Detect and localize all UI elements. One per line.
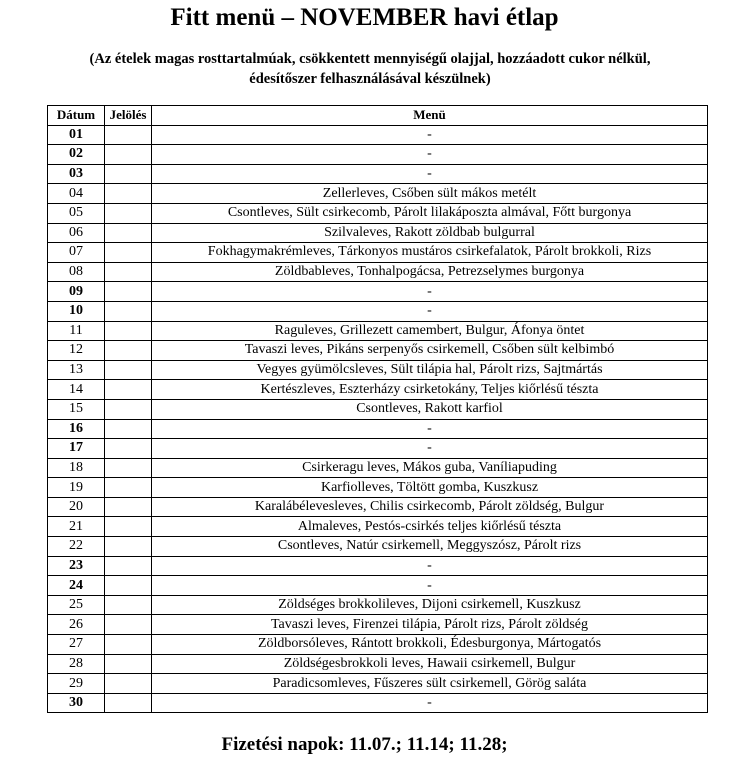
menu-cell: Paradicsomleves, Fűszeres sült csirkemell, Görög saláta <box>152 674 708 694</box>
table-row <box>48 223 708 243</box>
day-cell: 14 <box>48 380 105 400</box>
header-menu: Menü <box>152 106 708 126</box>
mark-cell[interactable] <box>105 243 152 263</box>
mark-cell[interactable] <box>105 693 152 713</box>
menu-cell: Tavaszi leves, Firenzei tilápia, Párolt rizs, Párolt zöldség <box>152 615 708 635</box>
mark-cell[interactable] <box>105 380 152 400</box>
payment-days: Fizetési napok: 11.07.; 11.14; 11.28; <box>221 734 508 755</box>
table-row <box>48 243 708 263</box>
table-row <box>48 262 708 282</box>
subtitle <box>40 49 700 89</box>
table-row <box>48 184 708 204</box>
menu-table <box>47 105 708 713</box>
mark-cell[interactable] <box>105 164 152 184</box>
mark-cell[interactable] <box>105 262 152 282</box>
mark-cell[interactable] <box>105 674 152 694</box>
mark-cell[interactable] <box>105 517 152 537</box>
table-row <box>48 203 708 223</box>
mark-cell[interactable] <box>105 360 152 380</box>
page-title: Fitt menü – NOVEMBER havi étlap <box>170 4 559 31</box>
table-row <box>48 615 708 635</box>
subtitle-line-1: (Az ételek magas rosttartalmúak, csökkentett mennyiségű olajjal, hozzáadott cukor nélkül, <box>89 51 651 67</box>
menu-cell: Csontleves, Sült csirkecomb, Párolt lilakáposzta almával, Főtt burgonya <box>152 203 708 223</box>
mark-cell[interactable] <box>105 497 152 517</box>
day-cell: 09 <box>48 282 105 302</box>
day-cell: 20 <box>48 497 105 517</box>
day-cell: 23 <box>48 556 105 576</box>
table-row <box>48 556 708 576</box>
mark-cell[interactable] <box>105 458 152 478</box>
table-row <box>48 517 708 537</box>
mark-cell[interactable] <box>105 301 152 321</box>
day-cell: 02 <box>48 145 105 165</box>
table-header-row <box>48 106 708 126</box>
menu-cell: Szilvaleves, Rakott zöldbab bulgurral <box>152 223 708 243</box>
table-row <box>48 497 708 517</box>
day-cell: 16 <box>48 419 105 439</box>
table-row <box>48 419 708 439</box>
day-cell: 08 <box>48 262 105 282</box>
header-mark: Jelölés <box>105 106 152 126</box>
day-cell: 25 <box>48 595 105 615</box>
table-row <box>48 380 708 400</box>
table-row <box>48 439 708 459</box>
day-cell: 28 <box>48 654 105 674</box>
mark-cell[interactable] <box>105 595 152 615</box>
table-row <box>48 341 708 361</box>
table-row <box>48 399 708 419</box>
day-cell: 13 <box>48 360 105 380</box>
table-row <box>48 595 708 615</box>
subtitle-line-2: édesítőszer felhasználásával készülnek) <box>249 71 491 87</box>
menu-cell: Csirkeragu leves, Mákos guba, Vaníliapuding <box>152 458 708 478</box>
table-row <box>48 282 708 302</box>
table-row <box>48 576 708 596</box>
mark-cell[interactable] <box>105 341 152 361</box>
mark-cell[interactable] <box>105 203 152 223</box>
mark-cell[interactable] <box>105 478 152 498</box>
day-cell: 05 <box>48 203 105 223</box>
mark-cell[interactable] <box>105 654 152 674</box>
day-cell: 04 <box>48 184 105 204</box>
menu-cell: - <box>152 439 708 459</box>
table-row <box>48 537 708 557</box>
day-cell: 11 <box>48 321 105 341</box>
menu-cell: Raguleves, Grillezett camembert, Bulgur, Áfonya öntet <box>152 321 708 341</box>
day-cell: 19 <box>48 478 105 498</box>
day-cell: 15 <box>48 399 105 419</box>
mark-cell[interactable] <box>105 223 152 243</box>
table-row <box>48 321 708 341</box>
day-cell: 21 <box>48 517 105 537</box>
day-cell: 27 <box>48 635 105 655</box>
table-row <box>48 693 708 713</box>
day-cell: 30 <box>48 693 105 713</box>
table-row <box>48 125 708 145</box>
day-cell: 26 <box>48 615 105 635</box>
menu-cell: Fokhagymakrémleves, Tárkonyos mustáros csirkefalatok, Párolt brokkoli, Rizs <box>152 243 708 263</box>
table-row <box>48 458 708 478</box>
day-cell: 10 <box>48 301 105 321</box>
menu-cell: - <box>152 301 708 321</box>
table-row <box>48 635 708 655</box>
menu-cell: Zöldségesbrokkoli leves, Hawaii csirkemell, Bulgur <box>152 654 708 674</box>
menu-table-body <box>48 125 708 713</box>
menu-cell: Zöldborsóleves, Rántott brokkoli, Édesburgonya, Mártogatós <box>152 635 708 655</box>
table-row <box>48 145 708 165</box>
menu-cell: - <box>152 556 708 576</box>
menu-cell: - <box>152 145 708 165</box>
menu-cell: Csontleves, Rakott karfiol <box>152 399 708 419</box>
menu-cell: Karfiolleves, Töltött gomba, Kuszkusz <box>152 478 708 498</box>
mark-cell[interactable] <box>105 184 152 204</box>
mark-cell[interactable] <box>105 419 152 439</box>
day-cell: 29 <box>48 674 105 694</box>
header-date: Dátum <box>48 106 105 126</box>
day-cell: 17 <box>48 439 105 459</box>
menu-cell: - <box>152 282 708 302</box>
menu-cell: Almaleves, Pestós-csirkés teljes kiőrlésű tészta <box>152 517 708 537</box>
day-cell: 22 <box>48 537 105 557</box>
table-row <box>48 164 708 184</box>
table-row <box>48 654 708 674</box>
day-cell: 01 <box>48 125 105 145</box>
menu-cell: Csontleves, Natúr csirkemell, Meggyszósz, Párolt rizs <box>152 537 708 557</box>
menu-cell: Karalábélevesleves, Chilis csirkecomb, Párolt zöldség, Bulgur <box>152 497 708 517</box>
day-cell: 12 <box>48 341 105 361</box>
menu-cell: Vegyes gyümölcsleves, Sült tilápia hal, Párolt rizs, Sajtmártás <box>152 360 708 380</box>
day-cell: 24 <box>48 576 105 596</box>
menu-cell: Kertészleves, Eszterházy csirketokány, Teljes kiőrlésű tészta <box>152 380 708 400</box>
menu-cell: Zöldbableves, Tonhalpogácsa, Petrezselymes burgonya <box>152 262 708 282</box>
mark-cell[interactable] <box>105 576 152 596</box>
menu-cell: - <box>152 576 708 596</box>
menu-cell: - <box>152 125 708 145</box>
day-cell: 18 <box>48 458 105 478</box>
mark-cell[interactable] <box>105 537 152 557</box>
mark-cell[interactable] <box>105 125 152 145</box>
menu-cell: Zöldséges brokkolileves, Dijoni csirkemell, Kuszkusz <box>152 595 708 615</box>
day-cell: 07 <box>48 243 105 263</box>
day-cell: 03 <box>48 164 105 184</box>
menu-cell: Tavaszi leves, Pikáns serpenyős csirkemell, Csőben sült kelbimbó <box>152 341 708 361</box>
table-row <box>48 478 708 498</box>
mark-cell[interactable] <box>105 439 152 459</box>
table-row <box>48 674 708 694</box>
menu-cell: - <box>152 419 708 439</box>
menu-cell: Zellerleves, Csőben sült mákos metélt <box>152 184 708 204</box>
table-row <box>48 360 708 380</box>
mark-cell[interactable] <box>105 321 152 341</box>
table-row <box>48 301 708 321</box>
mark-cell[interactable] <box>105 615 152 635</box>
mark-cell[interactable] <box>105 556 152 576</box>
mark-cell[interactable] <box>105 635 152 655</box>
menu-cell: - <box>152 164 708 184</box>
menu-cell: - <box>152 693 708 713</box>
mark-cell[interactable] <box>105 282 152 302</box>
day-cell: 06 <box>48 223 105 243</box>
mark-cell[interactable] <box>105 399 152 419</box>
mark-cell[interactable] <box>105 145 152 165</box>
